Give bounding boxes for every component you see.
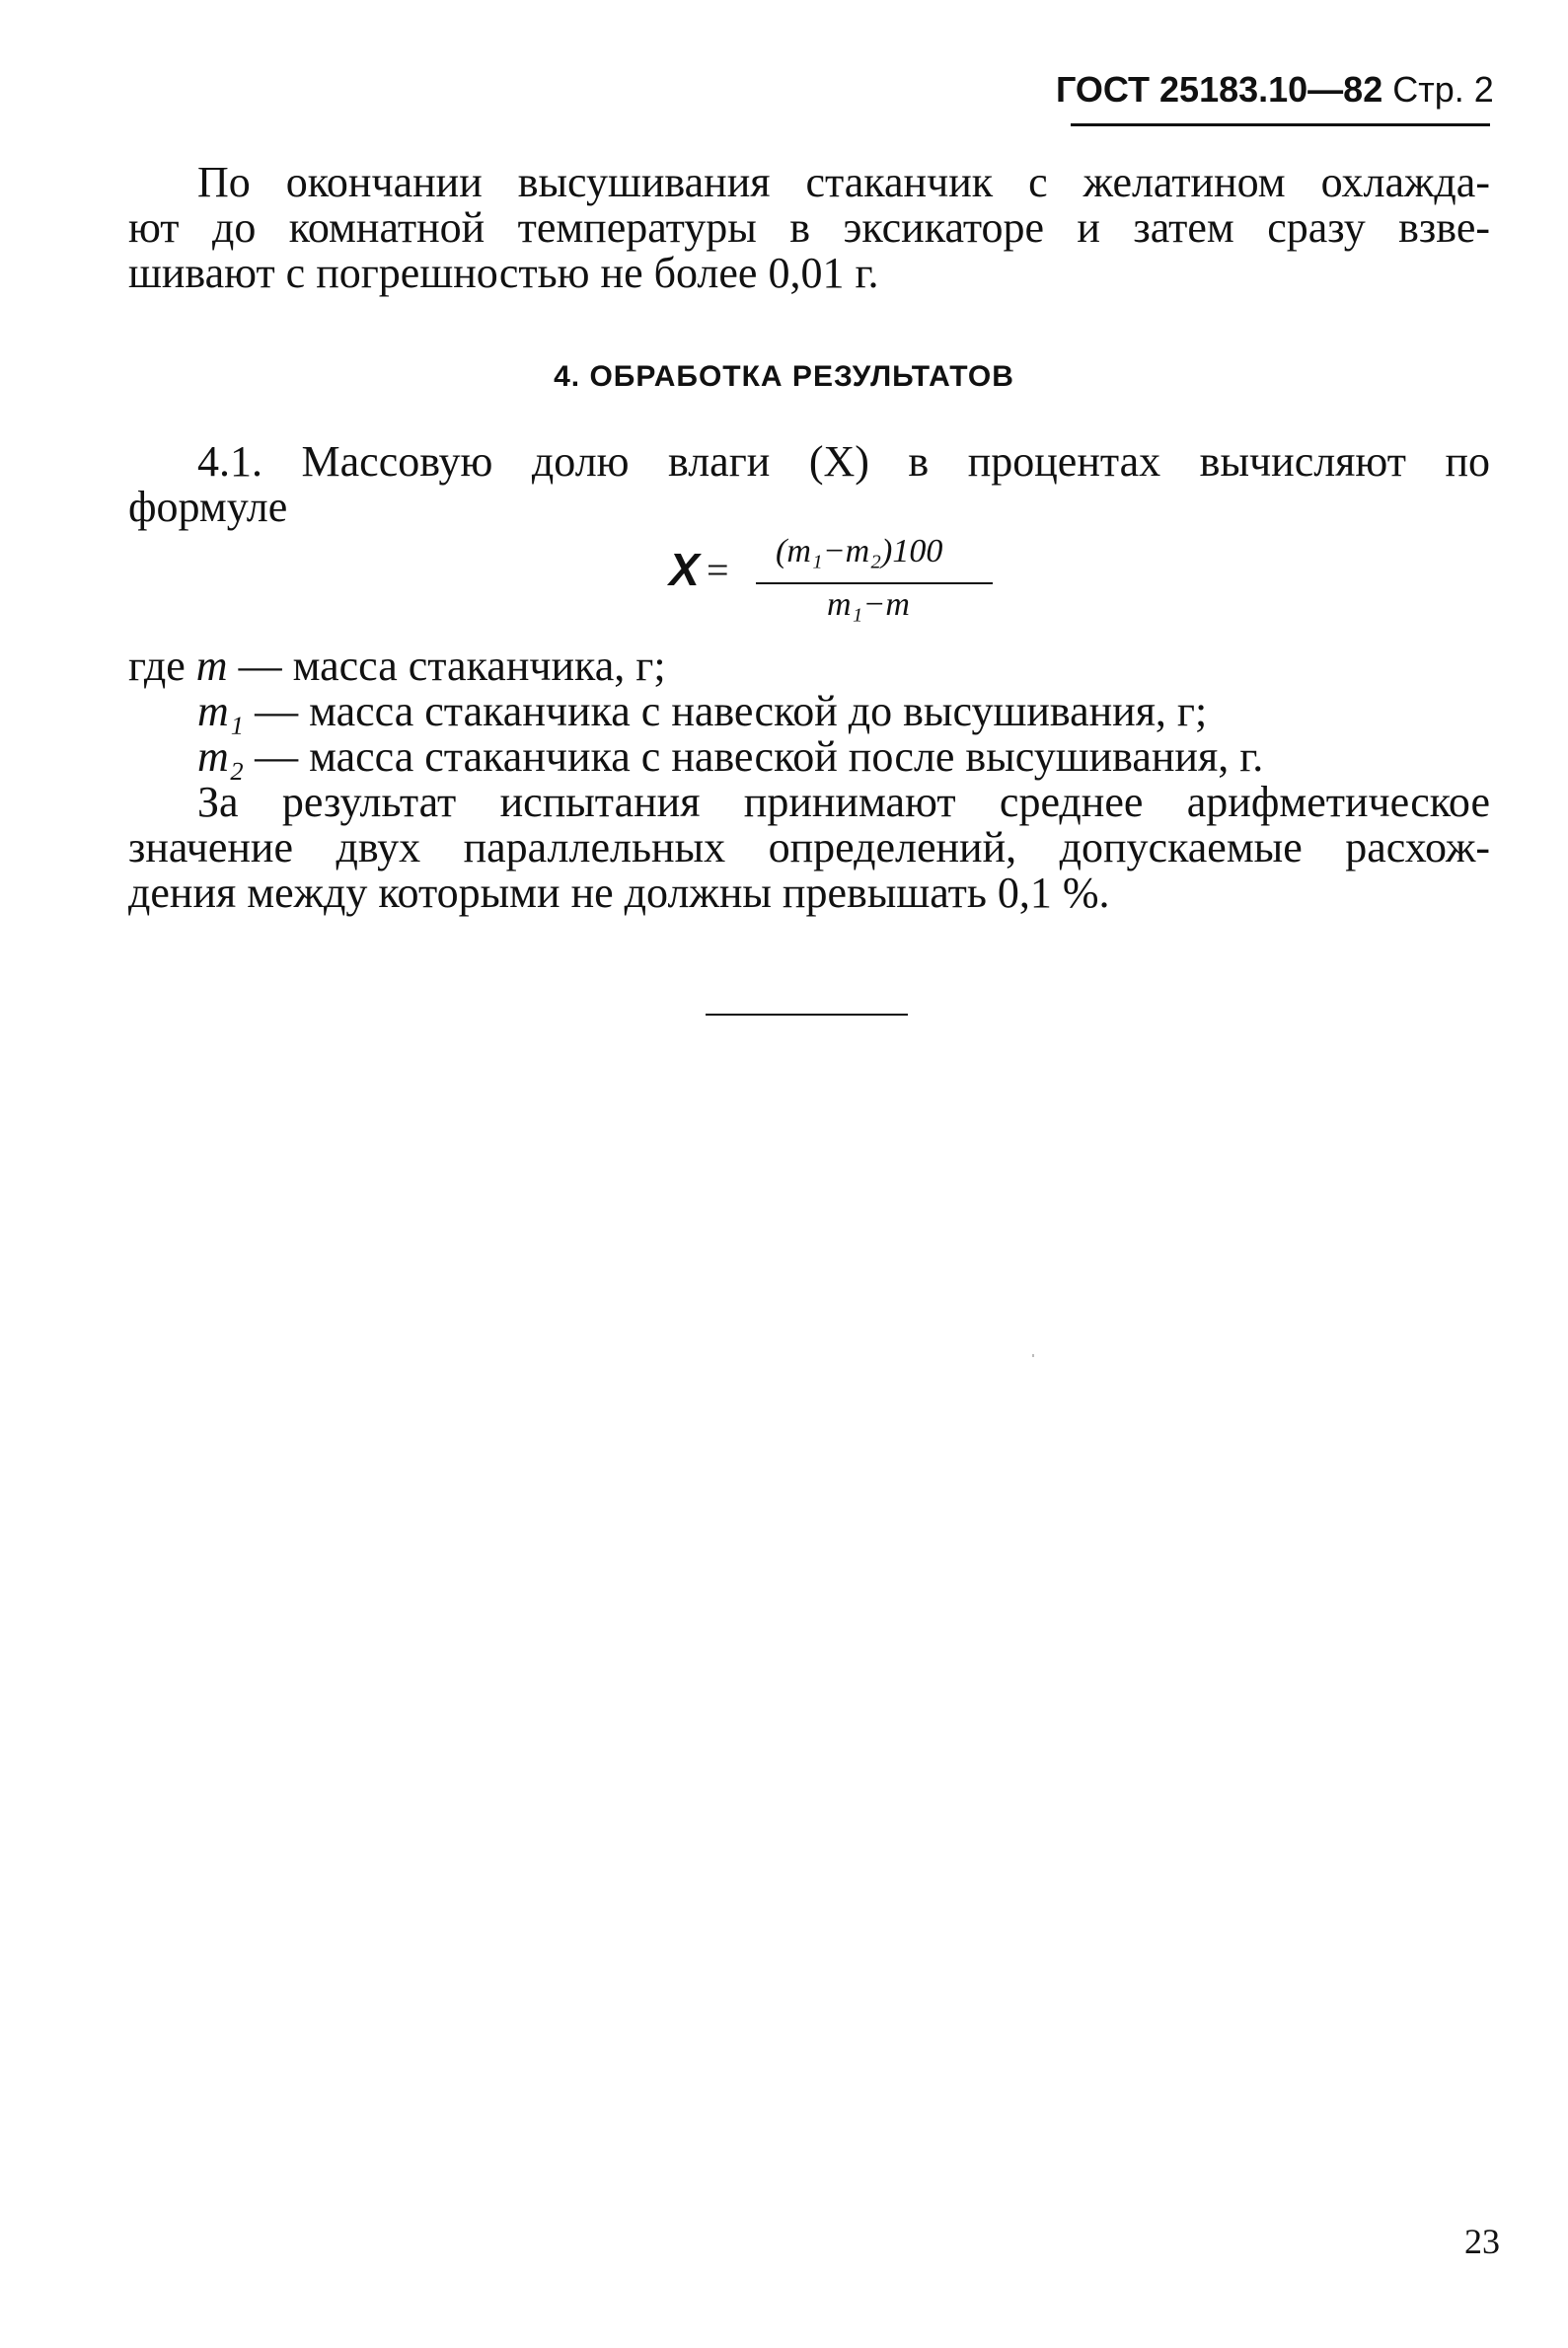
paragraph-line: формуле [128, 483, 288, 531]
definition-symbol: m [195, 642, 228, 690]
page-header [1056, 69, 1494, 128]
formula-denominator: m₁−m [827, 586, 910, 623]
definition-text: — масса стаканчика с навеской после высушивания, г. [255, 732, 1264, 781]
scan-speck [1032, 1354, 1034, 1357]
section-heading: 4. ОБРАБОТКА РЕЗУЛЬТАТОВ [554, 360, 1014, 393]
header-page-label: Стр. 2 [1392, 69, 1494, 110]
paragraph-clause-4-1 [128, 439, 1490, 530]
header-rule [1071, 123, 1490, 126]
paragraph-line: ют до комнатной температуры в эксикаторе и затем сразу взве- [128, 203, 1490, 252]
paragraph-drying-end [128, 160, 1490, 296]
definition-row [128, 689, 1510, 734]
paragraph-line: значение двух параллельных определений, допускаемые расхож- [128, 823, 1490, 871]
formula-equals: = [707, 548, 729, 592]
formula-numerator: (m₁−m₂)100 [776, 533, 943, 569]
definition-prefix: где [128, 642, 186, 690]
page-number: 23 [1464, 2222, 1500, 2261]
paragraph-line: По окончании высушивания стаканчик с желатином охлажда- [197, 158, 1490, 206]
end-divider [706, 1014, 908, 1016]
definition-symbol: m₂ [197, 732, 245, 781]
paragraph-line: дения между которыми не должны превышать 0,1 %. [128, 869, 1110, 917]
paragraph-line: 4.1. Массовую долю влаги (X) в процентах вычисляют по [197, 437, 1490, 486]
definition-row [128, 734, 1510, 780]
formula-lhs: X [669, 544, 700, 595]
paragraph-line: шивают с погрешностью не более 0,01 г. [128, 249, 879, 297]
fraction-bar [756, 582, 993, 584]
definition-text: — масса стаканчика с навеской до высушивания, г; [255, 687, 1208, 735]
moisture-formula [669, 533, 1024, 632]
definition-symbol: m₁ [197, 687, 245, 735]
standard-number: ГОСТ 25183.10—82 [1056, 69, 1383, 110]
definition-row [128, 644, 1510, 689]
paragraph-result [128, 780, 1490, 916]
variable-definitions [128, 644, 1510, 780]
definition-text: — масса стаканчика, г; [238, 642, 666, 690]
paragraph-line: За результат испытания принимают среднее арифметическое [197, 778, 1490, 826]
